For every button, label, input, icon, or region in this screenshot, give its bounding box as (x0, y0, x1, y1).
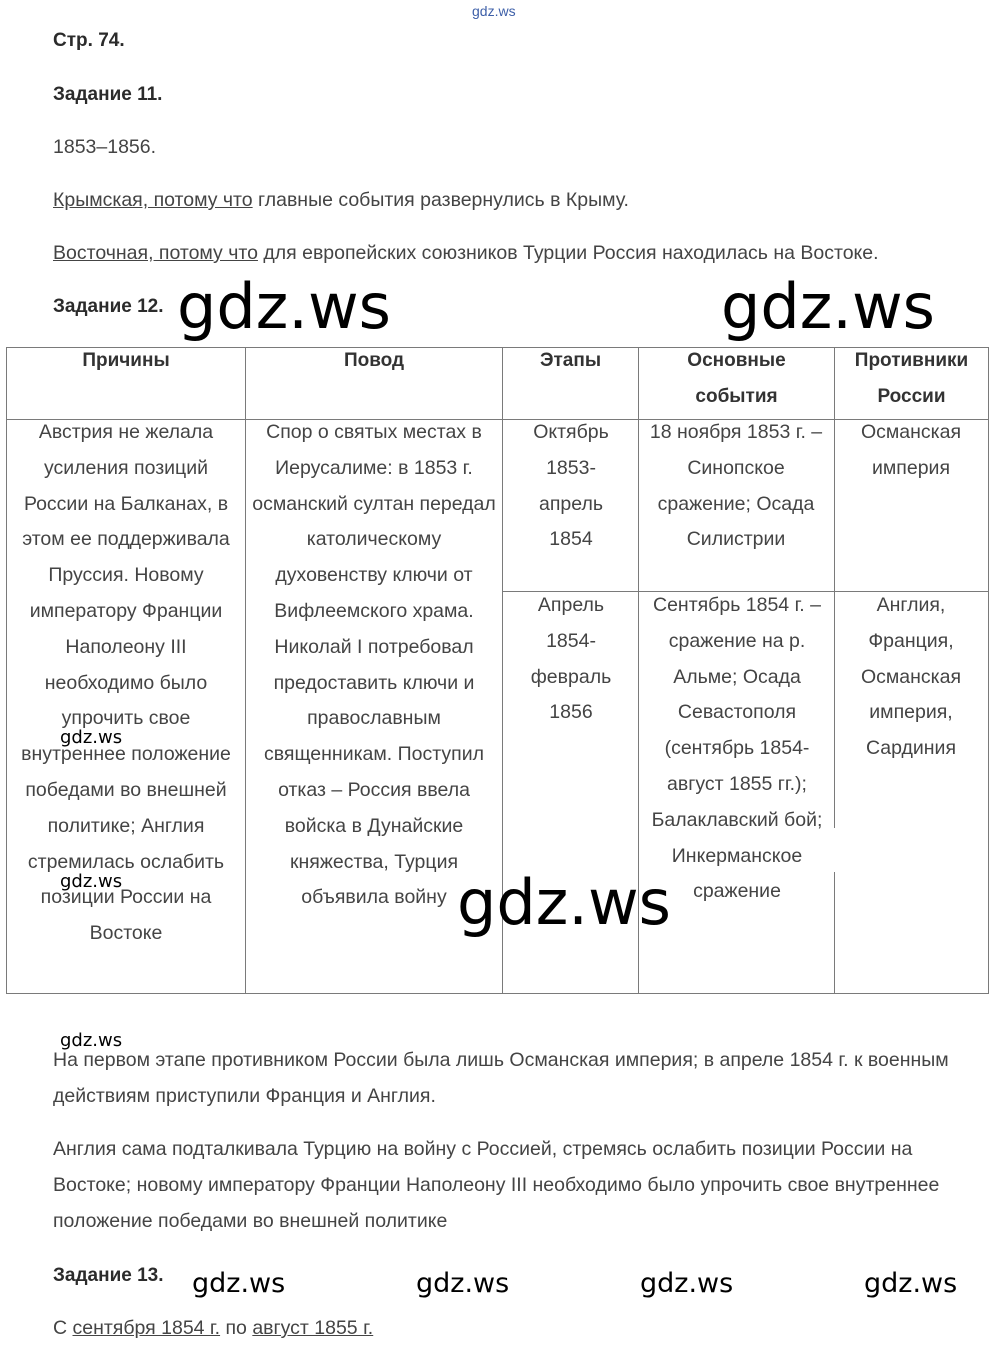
task-12-para-2: Англия сама подталкивала Турцию на войну с Россией, стремясь ослабить позиции России на Востоке; новому императору Франции Наполеону III необходимо было упрочить свое внутреннее положение победами во внешней политике (53, 1138, 940, 1232)
task-11-line-2-rest: для европейских союзников Турции Россия находилась на Востоке. (257, 242, 879, 264)
cell-causes: Австрия не желала усиления позиций России на Балканах, в этом ее поддерживала Пруссия. Новому императору Франции Наполеону III необходимо было упрочить свое внутреннее положение победами во внешней политике; Англия стремилась ослабить позиции России на Востоке (21, 421, 231, 945)
cell-stage-2-period: Апрель 1854- февраль 1856 (530, 594, 612, 724)
watermark-small-3: gdz.ws (60, 1030, 123, 1051)
watermark-large-right: gdz.ws (721, 270, 935, 343)
task-11-line-1 (53, 182, 629, 218)
table-col-divider-4 (834, 347, 835, 994)
page-reference: Стр. 74. (53, 30, 125, 51)
cell-stage-1-events: 18 ноября 1853 г. – Синопское сражение; Осада Силистрии (649, 421, 823, 551)
watermark-bottom-3: gdz.ws (640, 1268, 734, 1299)
task-13-middle: по (220, 1317, 253, 1339)
watermark-large-left: gdz.ws (177, 270, 391, 343)
task-11-line-2-underlined: Восточная, потому что (53, 242, 258, 264)
watermark-bottom-2: gdz.ws (416, 1268, 510, 1299)
watermark-small-1: gdz.ws (60, 727, 123, 748)
task-11-line-1-underlined: Крымская, потому что (53, 189, 253, 211)
task-13-answer (53, 1310, 373, 1346)
header-opponents: Противники России (854, 350, 969, 407)
table-border-right (988, 347, 989, 994)
task-13-title: Задание 13. (53, 1265, 164, 1286)
scan-gap (822, 828, 882, 872)
cell-pretext: Спор о святых местах в Иерусалиме: в 1853 г. османский султан передал католическому духовенству ключи от Вифлеемского храма. Николай I потребовал предоставить ключи и православным священникам. Поступил отказ – Россия ввела войска в Дунайские княжества, Турция объявила войну (252, 421, 496, 909)
watermark-small-2: gdz.ws (60, 871, 123, 892)
task-11-years: 1853–1856. (53, 136, 157, 158)
cell-stage-1-opponents: Османская империя (860, 421, 962, 479)
task-13-to: август 1855 г. (252, 1317, 374, 1339)
header-causes: Причины (82, 350, 170, 371)
table-border-bottom (6, 993, 989, 994)
task-12-para-1: На первом этапе противником России была лишь Османская империя; в апреле 1854 г. к военным действиям приступили Франция и Англия. (53, 1049, 949, 1107)
header-stages: Этапы (539, 350, 602, 371)
watermark-bottom-4: gdz.ws (864, 1268, 958, 1299)
table-col-divider-1 (245, 347, 246, 994)
watermark-bottom-1: gdz.ws (192, 1268, 286, 1299)
cell-stage-2-opponents: Англия, Франция, Османская империя, Сардиния (860, 594, 962, 760)
cell-stage-1-period: Октябрь 1853- апрель 1854 (533, 421, 609, 551)
cell-stage-2-events: Сентябрь 1854 г. – сражение на р. Альме; Осада Севастополя (сентябрь 1854- август 1855 гг.); Балаклавский бой; Инкерманское сражение (651, 594, 823, 903)
watermark-top: gdz.ws (472, 3, 516, 19)
header-main-events: Основные события (687, 350, 786, 407)
task-11-line-2 (53, 235, 879, 271)
table-border-left (6, 347, 7, 994)
task-11-title: Задание 11. (53, 84, 163, 105)
task-11-line-1-rest: главные события развернулись в Крыму. (252, 189, 629, 211)
header-pretext: Повод (343, 350, 405, 371)
task-12-title: Задание 12. (53, 296, 164, 317)
task-13-from: сентября 1854 г. (72, 1317, 221, 1339)
watermark-large-center: gdz.ws (457, 866, 671, 939)
task-13-prefix: С (53, 1317, 73, 1339)
